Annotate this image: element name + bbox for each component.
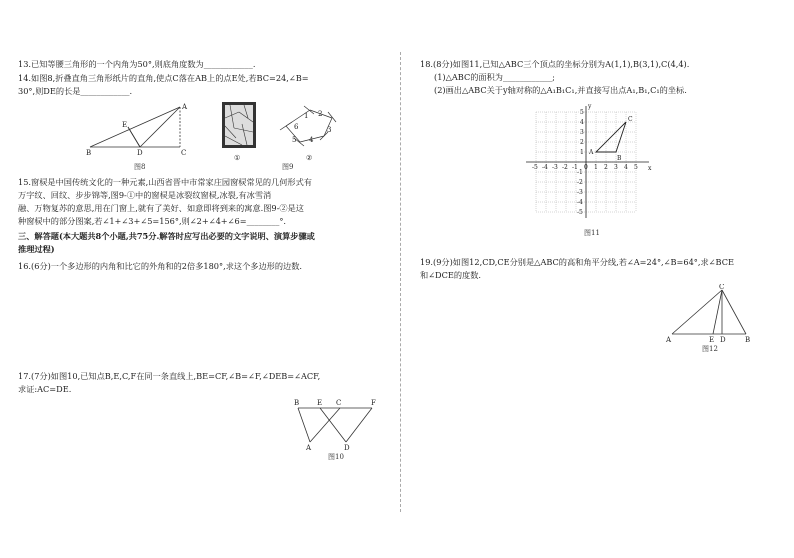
fig12-point-b: B bbox=[745, 336, 751, 344]
fig8-point-a: A bbox=[182, 103, 188, 111]
figure-10 bbox=[288, 396, 388, 456]
y-tick-label: 4 bbox=[580, 119, 584, 126]
y-tick-label: 1 bbox=[580, 149, 584, 156]
x-tick-label: 5 bbox=[634, 164, 638, 171]
question-15-line4: 种窗棂中的部分图案,若∠1+∠3+∠5=156°,则∠2+∠4+∠6=________°. bbox=[18, 216, 287, 226]
fig10-point-a: A bbox=[306, 444, 312, 452]
y-tick-label: -4 bbox=[577, 199, 583, 206]
fig12-point-c: C bbox=[719, 284, 725, 291]
y-tick-label: -5 bbox=[577, 209, 583, 216]
question-18-line3: (2)画出△ABC关于y轴对称的△A₁B₁C₁,并直接写出点A₁,B₁,C₁的坐标. bbox=[434, 85, 687, 95]
fig8-point-b: B bbox=[86, 149, 92, 157]
fig10-point-b: B bbox=[294, 399, 300, 407]
question-13-text: 13.已知等腰三角形的一个内角为50°,则底角度数为____________. bbox=[18, 59, 256, 69]
x-tick-label: -5 bbox=[532, 164, 538, 171]
question-16 bbox=[18, 260, 390, 273]
question-16-text: 16.(6分)一个多边形的内角和比它的外角和的2倍多180°,求这个多边形的边数. bbox=[18, 261, 303, 271]
question-15-line2: 万字纹、回纹、步步锦等,图9-①中的窗棂是冰裂纹窗棂,冰裂,有冰雪消 bbox=[18, 190, 272, 200]
fig9-angle-4: 4 bbox=[309, 136, 314, 144]
triangle-abc bbox=[596, 122, 626, 152]
question-19-line1: 19.(9分)如图12,CD,CE分别是△ABC的高和角平分线,若∠A=24°,∠B=64°,求∠BCE bbox=[420, 257, 734, 267]
x-tick-label: 3 bbox=[614, 164, 618, 171]
fig10-point-d: D bbox=[344, 444, 350, 452]
x-tick-label: 0 bbox=[584, 164, 588, 171]
question-15 bbox=[18, 176, 390, 228]
question-18-line1: 18.(8分)如图11,已知△ABC三个顶点的坐标分别为A(1,1),B(3,1),C(4,4). bbox=[420, 59, 690, 69]
y-tick-label: 5 bbox=[580, 109, 584, 116]
y-tick-label: -2 bbox=[577, 179, 583, 186]
question-18 bbox=[420, 58, 780, 97]
y-tick-label: 2 bbox=[580, 139, 584, 146]
triangle-point-a: A bbox=[589, 149, 594, 156]
fig9-sub2-label: ② bbox=[306, 154, 313, 162]
section-3-line1: 三、解答题(本大题共8个小题,共75分.解答时应写出必要的文字说明、演算步骤或 bbox=[18, 231, 315, 241]
fig12-point-a: A bbox=[666, 336, 672, 344]
fig10-caption: 图10 bbox=[328, 453, 344, 461]
section-3-line2: 推理过程) bbox=[18, 244, 55, 254]
fig8-point-e: E bbox=[122, 121, 128, 129]
fig9-angle-6: 6 bbox=[294, 123, 299, 131]
fig10-point-e: E bbox=[317, 399, 323, 407]
y-tick-label: 3 bbox=[580, 129, 584, 136]
y-tick-label: -1 bbox=[577, 169, 583, 176]
fig11-caption: 图11 bbox=[584, 229, 600, 237]
figure-11 bbox=[526, 104, 656, 232]
x-tick-label: -4 bbox=[542, 164, 548, 171]
figure-12 bbox=[664, 284, 764, 346]
section-3-header bbox=[18, 230, 390, 256]
column-divider bbox=[400, 52, 401, 512]
y-tick-label: -3 bbox=[577, 189, 583, 196]
x-tick-label: -3 bbox=[552, 164, 558, 171]
question-19 bbox=[420, 256, 780, 282]
fig10-point-c: C bbox=[336, 399, 342, 407]
fig12-point-d: D bbox=[720, 336, 726, 344]
fig10-point-f: F bbox=[371, 399, 376, 407]
question-17 bbox=[18, 370, 390, 396]
x-tick-label: 2 bbox=[604, 164, 608, 171]
fig12-point-e: E bbox=[709, 336, 715, 344]
x-tick-label: 4 bbox=[624, 164, 628, 171]
fig9-angle-2: 2 bbox=[318, 110, 323, 118]
fig9-angle-3: 3 bbox=[327, 126, 332, 134]
fig8-point-d: D bbox=[137, 149, 143, 157]
fig9-caption: 图9 bbox=[282, 163, 294, 171]
x-tick-label: 1 bbox=[594, 164, 598, 171]
question-14-line1: 14.如图8,折叠直角三角形纸片的直角,使点C落在AB上的点E处,若BC=24,∠B= bbox=[18, 73, 309, 83]
fig8-point-c: C bbox=[181, 149, 187, 157]
x-tick-label: -1 bbox=[572, 164, 578, 171]
figure-9 bbox=[214, 98, 364, 170]
fig12-caption: 图12 bbox=[702, 345, 718, 353]
question-15-line3: 融、万物复苏的意思,用在门窗上,就有了美好、如意即将到来的寓意.图9-②是这 bbox=[18, 203, 304, 213]
question-14 bbox=[18, 72, 390, 98]
x-axis-label: x bbox=[648, 165, 652, 172]
question-14-line2: 30°,则DE的长是____________. bbox=[18, 86, 133, 96]
question-13 bbox=[18, 58, 390, 71]
question-15-line1: 15.窗棂是中国传统文化的一种元素,山西省晋中市常家庄园窗棂常见的几何形式有 bbox=[18, 177, 312, 187]
fig8-caption: 图8 bbox=[134, 163, 146, 171]
question-19-line2: 和∠DCE的度数. bbox=[420, 270, 482, 280]
fig9-angle-1: 1 bbox=[304, 112, 309, 120]
triangle-point-b: B bbox=[617, 155, 622, 162]
triangle-point-c: C bbox=[628, 116, 633, 123]
question-17-line2: 求证:AC=DE. bbox=[18, 384, 72, 394]
question-17-line1: 17.(7分)如图10,已知点B,E,C,F在同一条直线上,BE=CF,∠B=∠F,∠DEB=∠ACF, bbox=[18, 371, 321, 381]
y-axis-label: y bbox=[588, 104, 592, 110]
question-18-line2: (1)△ABC的面积为____________; bbox=[434, 72, 555, 82]
fig9-sub1-label: ① bbox=[234, 154, 241, 162]
x-tick-label: -2 bbox=[562, 164, 568, 171]
fig9-angle-5: 5 bbox=[292, 136, 297, 144]
